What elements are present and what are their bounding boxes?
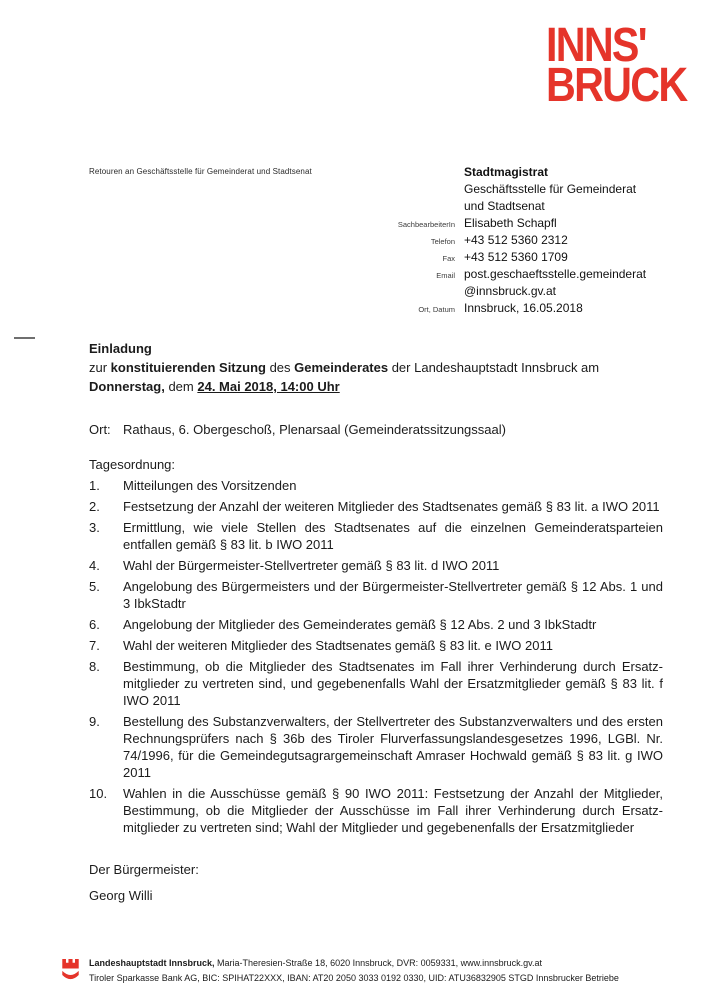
agenda-item-number: 4. [89,558,100,573]
agenda-list [89,477,663,836]
contact-label: Fax [442,254,455,263]
agenda-item-number: 2. [89,499,100,514]
agenda-item [89,637,663,654]
return-address-note: Retouren an Geschäftsstelle für Gemeinderat und Stadtsenat [89,167,312,176]
contact-row-email-2 [372,284,672,301]
contact-row-place-date [372,301,672,318]
agenda-heading: Tagesordnung: [89,457,176,472]
agenda-item [89,713,663,781]
contact-label: Telefon [430,237,455,246]
agenda-item-text: Bestellung des Substanzverwalters, der Stellvertreter des Substanzverwalters und des ersten Rechnungsprüfers nach § 36b des Tiroler Flurverfassungslandesgesetzes 1996, LGBl. Nr. 74/1996, für die Gemeindegutsagrargemeinschaft Amraser Hochwald gemäß § 83 lit. g IWO 2011 [123,714,663,780]
contact-value: post.geschaeftsstelle.gemeinderat [464,267,647,281]
agenda-item-number: 10. [89,786,108,801]
agenda-item-number: 5. [89,579,100,594]
letter-footer [62,956,619,986]
agenda-item [89,578,663,612]
agenda-item [89,658,663,709]
agenda-item [89,785,663,836]
contact-block [372,165,672,318]
contact-label: Email [436,271,455,280]
intro-bold-gemeinderat: Gemeinderates [294,360,389,375]
agenda-item [89,616,663,633]
agenda-item-text: Wahl der Bürgermeister-Stellvertreter gemäß § 83 lit. d IWO 2011 [123,558,500,573]
agenda-item-text: Wahlen in die Ausschüsse gemäß § 90 IWO 2011: Festsetzung der Anzahl der Mitglieder, Bestimmung, ob die Mitglieder der Ausschüsse im Fall ihrer Verhinderung durch Ersatz-mitglieder zu vertreten sind; Wahl der Mitglieder und gegebenenfalls der Ersatzmitglieder [123,786,663,835]
agenda-item [89,519,663,553]
agenda-item-text: Ermittlung, wie viele Stellen des Stadtsenates auf die einzelnen Gemeinderatsparteien entfallen gemäß § 83 lit. b IWO 2011 [123,520,663,552]
contact-value: Elisabeth Schapfl [464,216,557,230]
invitation-paragraph [89,358,663,396]
contact-row-email [372,267,672,284]
signature-name: Georg Willi [89,888,153,903]
footer-line-2: Tiroler Sparkasse Bank AG, BIC: SPIHAT22XXX, IBAN: AT20 2050 3033 0192 0330, UID: ATU36832905 STGD Innsbrucker Betriebe [89,973,619,983]
agenda-item-text: Bestimmung, ob die Mitglieder des Stadtsenates im Fall ihrer Verhinderung durch Ersatz-mitglieder zu vertreten sind, und gegebenenfalls Wahl der Ersatzmitglieder gemäß § 83 lit. f IWO 2011 [123,659,663,708]
agenda-item-number: 1. [89,478,100,493]
agenda-item [89,477,663,494]
innsbruck-logo [546,19,687,112]
agenda-item [89,557,663,574]
agenda-item-text: Angelobung des Bürgermeisters und der Bürgermeister-Stellvertreter gemäß § 12 Abs. 1 und 3 IbkStadtr [123,579,663,611]
agenda-item [89,498,663,515]
contact-value: Innsbruck, 16.05.2018 [464,301,583,315]
logo-line-2: BRUCK [546,59,687,112]
footer-line-1 [89,956,619,971]
agenda-item-text: Angelobung der Mitglieder des Gemeinderates gemäß § 12 Abs. 2 und 3 IbkStadtr [123,617,597,632]
agenda-item-number: 7. [89,638,100,653]
logo-line-1: INNS' [546,19,646,72]
footer-text [89,956,619,986]
intro-text: zur [89,360,111,375]
footer-city-name: Landeshauptstadt Innsbruck, [89,958,215,968]
contact-value: Geschäftsstelle für Gemeinderat [464,182,637,196]
intro-text: des [265,360,295,375]
contact-row-department [372,165,672,182]
agenda-item-text: Festsetzung der Anzahl der weiteren Mitglieder des Stadtsenates gemäß § 83 lit. a IWO 2011 [123,499,660,514]
agenda-item-number: 8. [89,659,100,674]
intro-bold-day: Donnerstag, [89,379,165,394]
agenda-item-number: 3. [89,520,100,535]
contact-value: und Stadtsenat [464,199,545,213]
agenda-item-number: 9. [89,714,100,729]
contact-value: @innsbruck.gv.at [464,284,556,298]
innsbruck-crest-icon [62,959,79,982]
signature-role: Der Bürgermeister: [89,862,199,877]
agenda-item-number: 6. [89,617,100,632]
intro-text: der Landeshauptstadt Innsbruck am [388,360,600,375]
intro-text: dem [164,379,198,394]
fold-mark [14,337,35,339]
intro-bold-sitzung: konstituierenden Sitzung [110,360,266,375]
location-row [89,420,663,439]
contact-value: Stadtmagistrat [464,165,549,179]
agenda-item-text: Wahl der weiteren Mitglieder des Stadtsenates gemäß § 83 lit. e IWO 2011 [123,638,553,653]
contact-row-office-2 [372,199,672,216]
contact-label: Ort, Datum [418,305,455,314]
footer-address: Maria-Theresien-Straße 18, 6020 Innsbruck, DVR: 0059331, www.innsbruck.gv.at [214,958,543,968]
contact-row-clerk [372,216,672,233]
contact-label: SachbearbeiterIn [397,220,455,229]
contact-value: +43 512 5360 1709 [464,250,568,264]
agenda-item-text: Mitteilungen des Vorsitzenden [123,478,297,493]
contact-row-office [372,182,672,199]
letter-title: Einladung [89,341,152,356]
contact-row-fax [372,250,672,267]
contact-row-phone [372,233,672,250]
letter-body [89,339,663,905]
contact-value: +43 512 5360 2312 [464,233,568,247]
location-label: Ort: [89,422,111,437]
location-value: Rathaus, 6. Obergeschoß, Plenarsaal (Gemeinderatssitzungssaal) [123,422,506,437]
signature-block [89,860,663,905]
meeting-datetime: 24. Mai 2018, 14:00 Uhr [197,379,340,394]
